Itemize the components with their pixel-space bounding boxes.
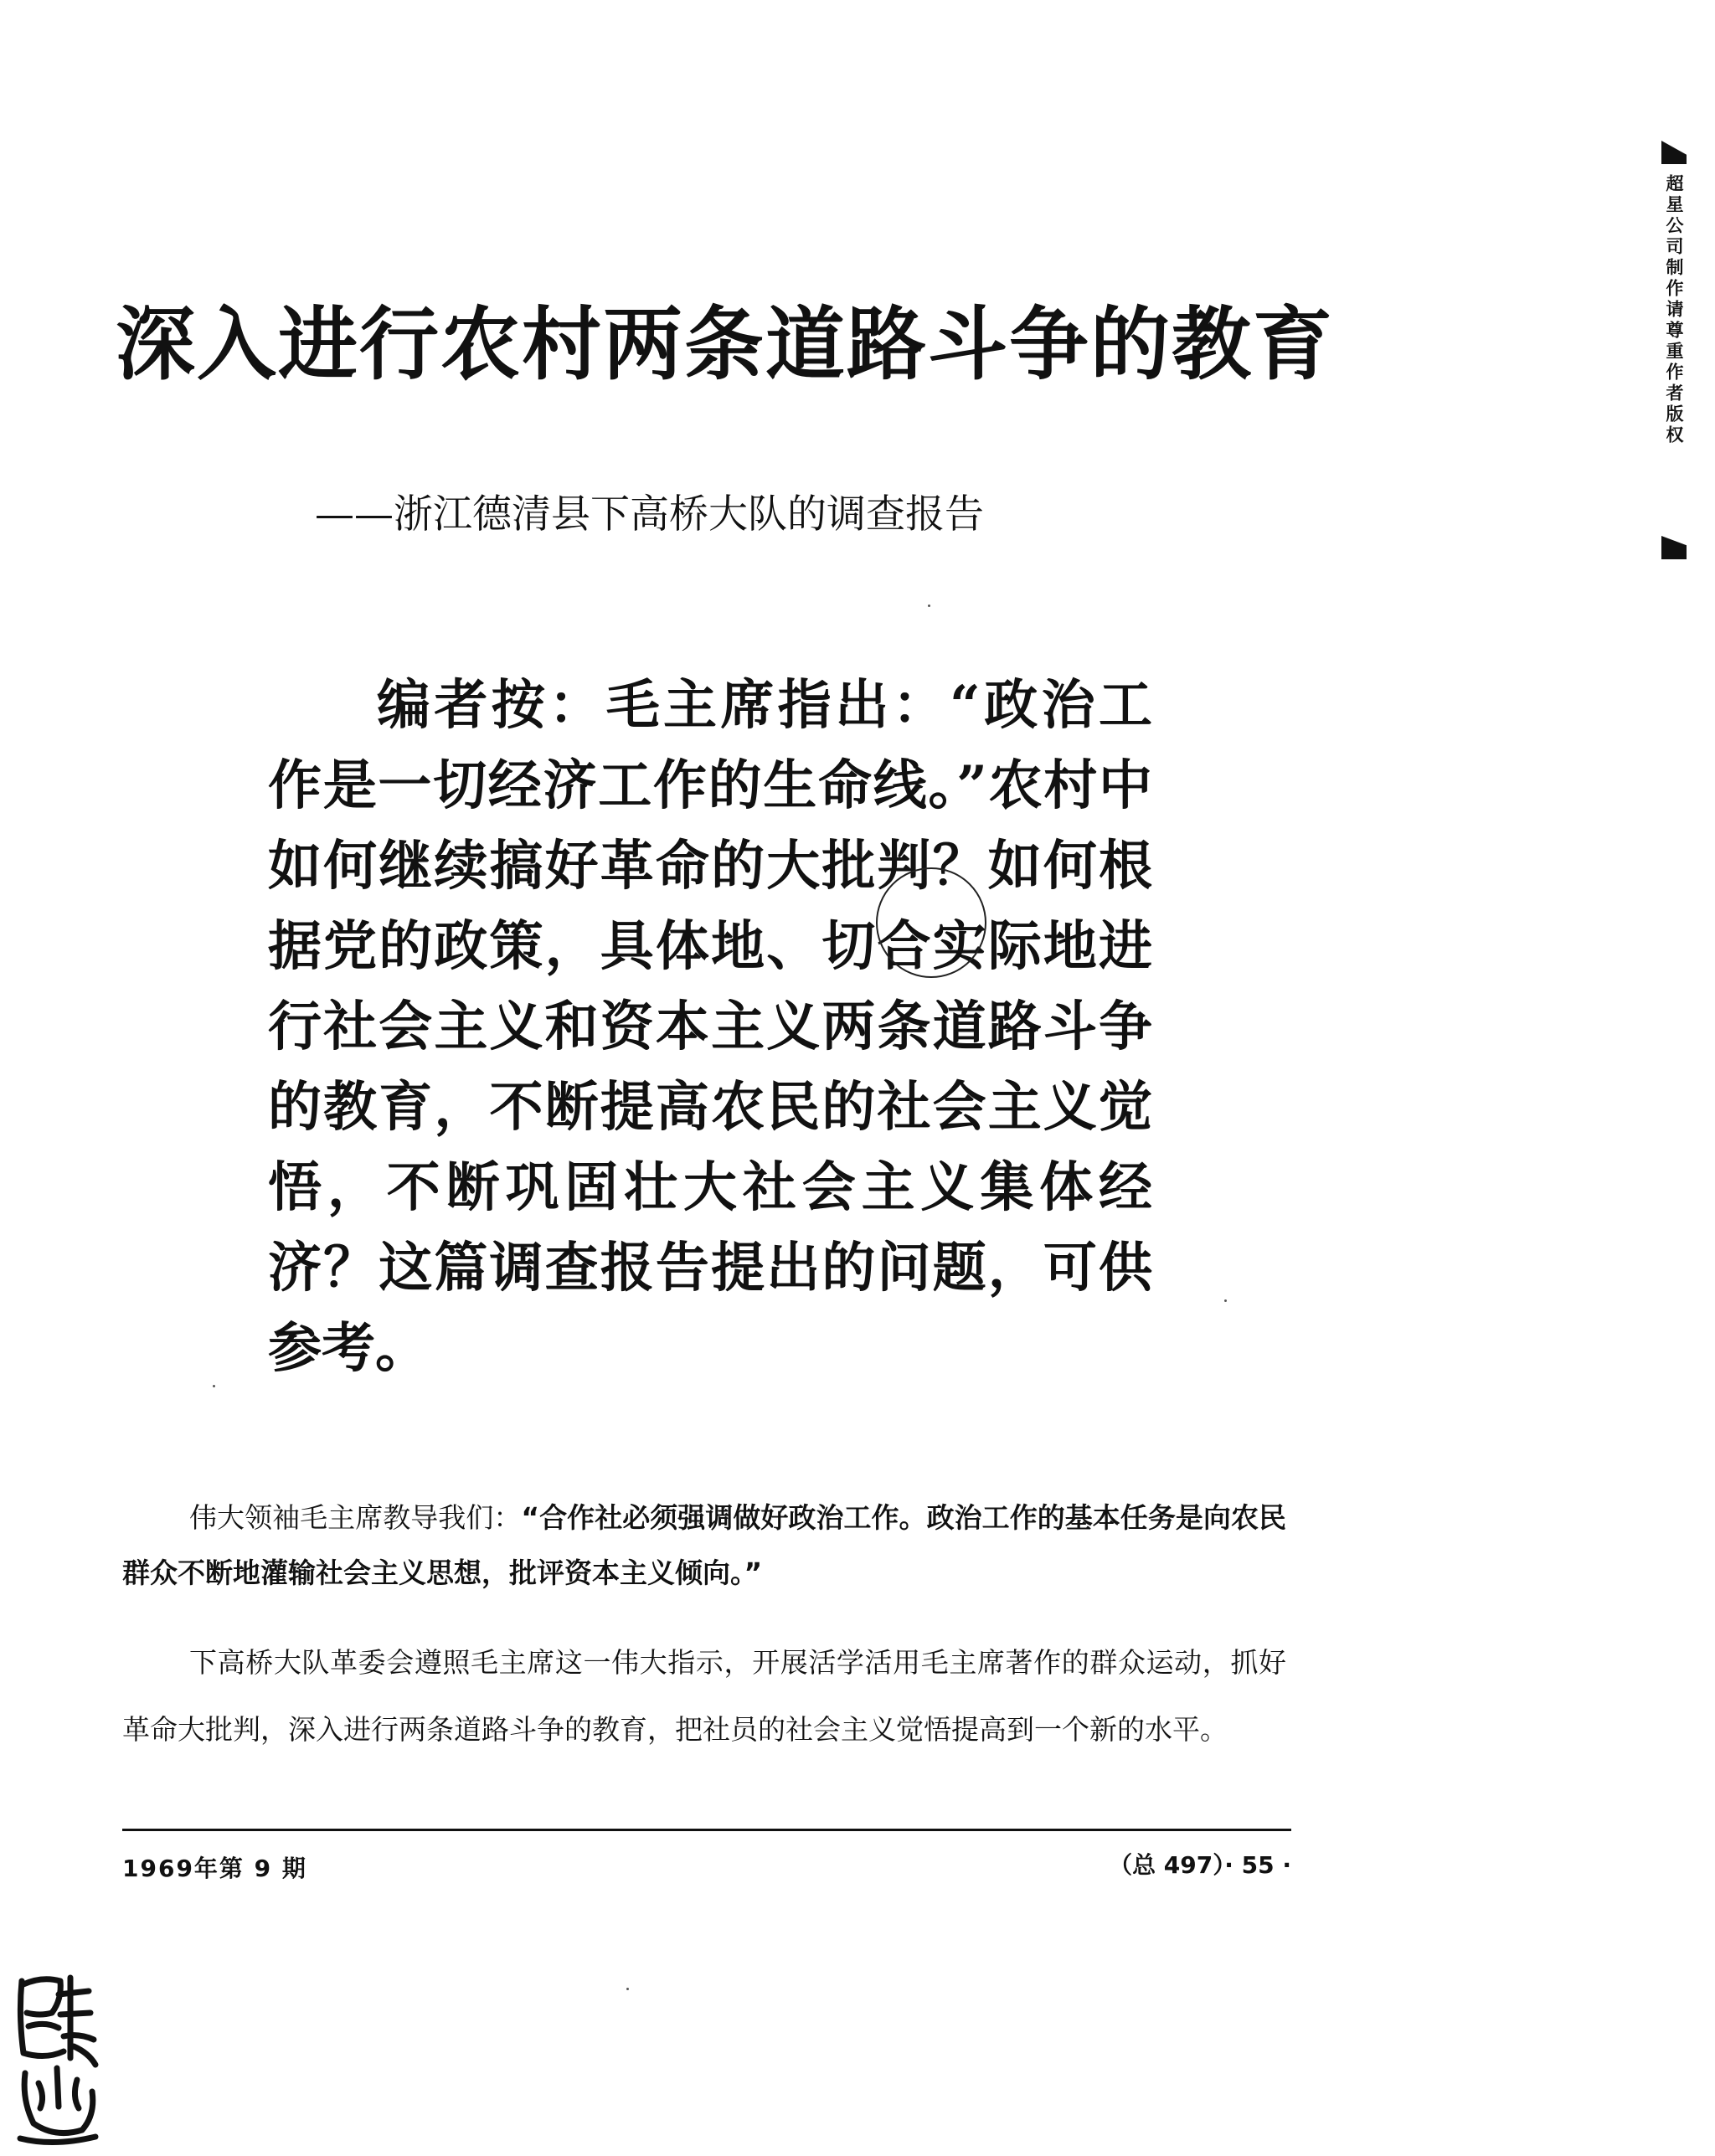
quote-text: “合作社必须强调做好政治工作。政治工作的基本任务是向农民群众不断地灌输社会主义思想，批评资本主义倾向。” (122, 1501, 1286, 1589)
copyright-notice: 超星公司制作请尊重作者版权 (1664, 174, 1684, 446)
issue-label: 1969年第 9 期 (122, 1855, 307, 1882)
article-title: 深入进行农村两条道路斗争的教育 (116, 299, 1335, 391)
strip-bar-top (1661, 141, 1687, 164)
editor-note (268, 666, 1152, 1389)
body-paragraph-quote (122, 1490, 1286, 1601)
scan-speck (213, 1385, 215, 1387)
body-paragraph: 下高桥大队革委会遵照毛主席这一伟大指示，开展活学活用毛主席著作的群众运动，抓好革命大批判，深入进行两条道路斗争的教育，把社员的社会主义觉悟提高到一个新的水平。 (122, 1646, 1286, 1746)
footer-rule (122, 1829, 1291, 1831)
scan-speck (1224, 1299, 1227, 1302)
scan-speck (626, 1988, 629, 1990)
strip-bar-bottom (1661, 536, 1687, 559)
scan-speck (928, 605, 930, 607)
article-subtitle: ——浙江德清县下高桥大队的调查报告 (315, 491, 984, 538)
editor-note-text: 毛主席指出：“政治工作是一切经济工作的生命线。”农村中如何继续搞好革命的大批判？如何根据党的政策，具体地、切合实际地进行社会主义和资本主义两条道路斗争的教育，不断提高农民的社会主义觉悟，不断巩固壮大社会主义集体经济？这篇调查报告提出的问题，可供参考。 (268, 674, 1153, 1380)
copyright-strip (1661, 141, 1688, 559)
seal-stamp-icon (12, 1966, 104, 2150)
quote-intro: 伟大领袖毛主席教导我们： (189, 1501, 522, 1534)
page-number: （总 497）· 55 · (1109, 1851, 1291, 1879)
pencil-circle-mark (876, 867, 986, 978)
editor-note-label: 编者按： (377, 675, 606, 737)
